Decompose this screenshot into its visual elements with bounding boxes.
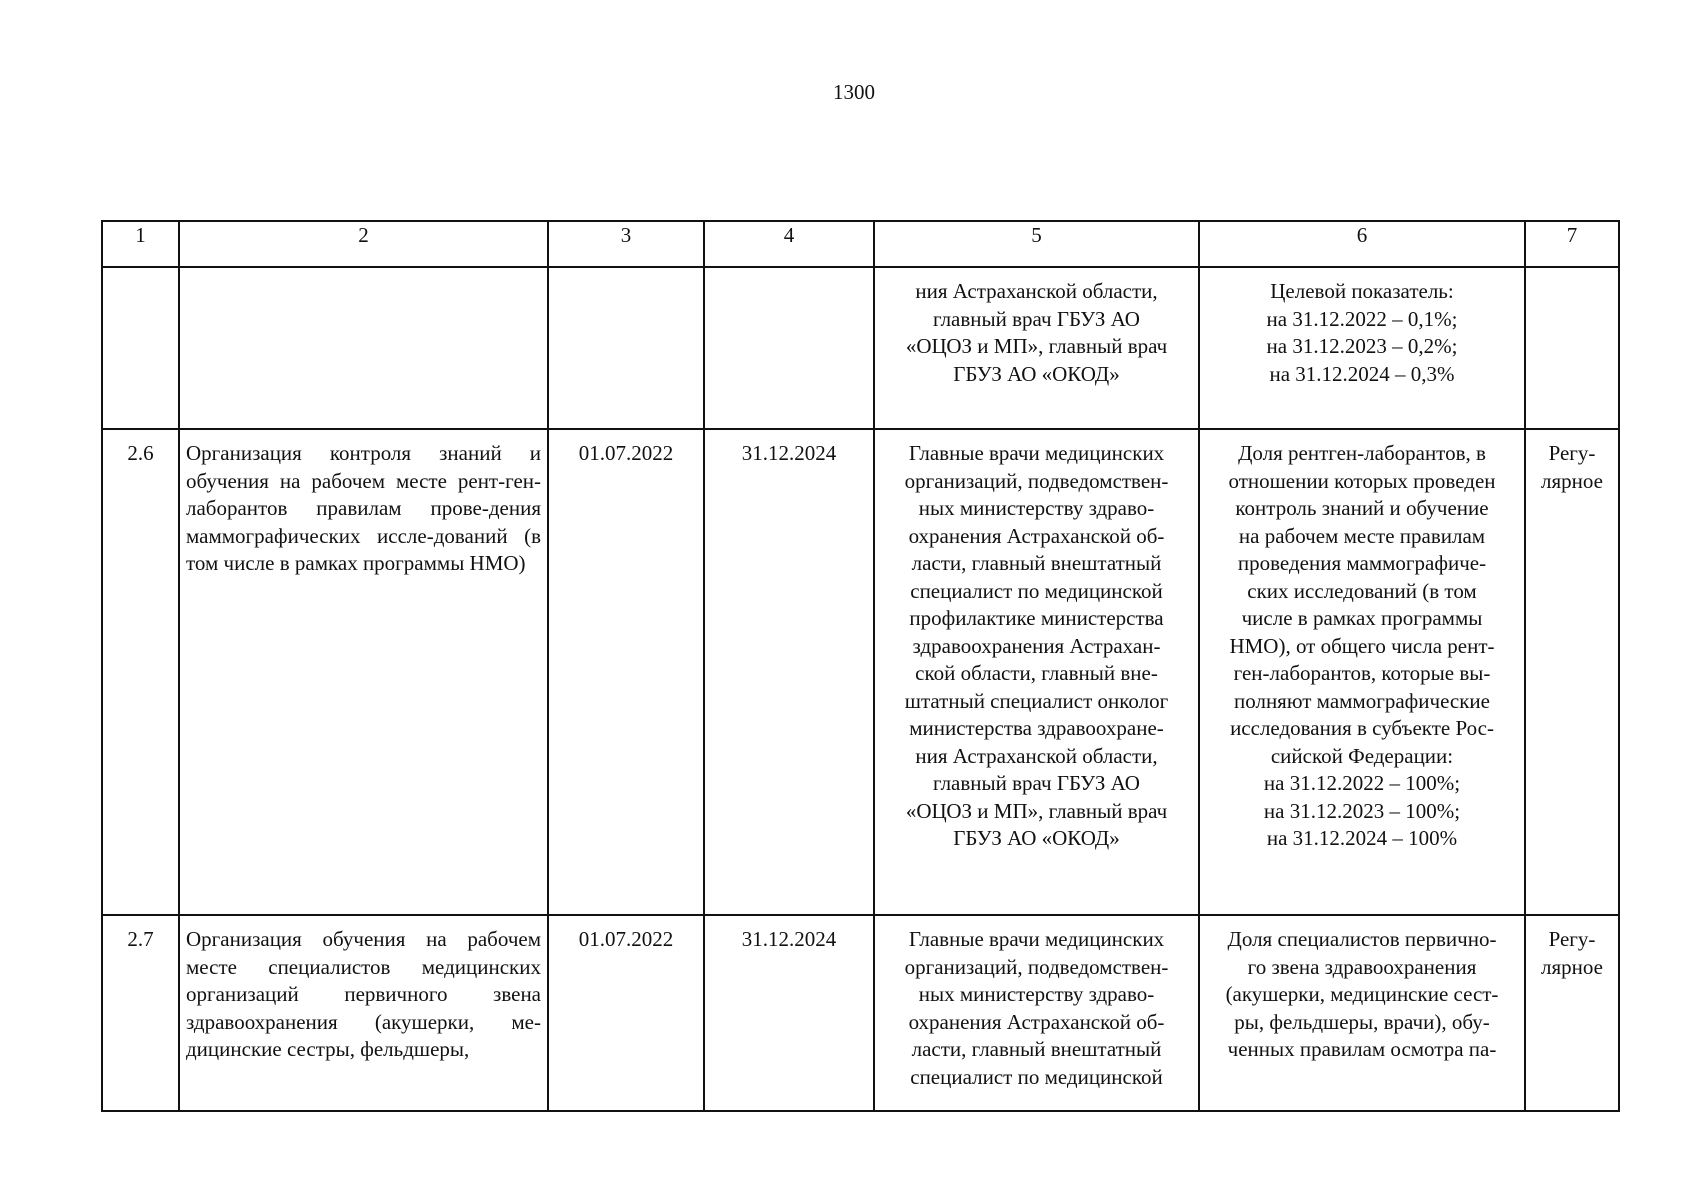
- text-line: Целевой показатель:: [1270, 279, 1454, 303]
- header-cell: 7: [1525, 221, 1619, 267]
- measures-table: [101, 220, 1620, 1112]
- text-line: (акушерки, медицинские сест-: [1225, 982, 1499, 1006]
- text-line: специалист по медицинской: [910, 1064, 1163, 1089]
- text-line: ских исследований (в том: [1247, 578, 1477, 603]
- start-date-cell: 01.07.2022: [548, 429, 704, 915]
- text-line: на 31.12.2024 – 100%: [1266, 826, 1458, 850]
- text-line: Доля специалистов первично-: [1227, 927, 1497, 951]
- table-row-continuation: [102, 267, 1619, 429]
- end-date-cell: 31.12.2024: [704, 429, 874, 915]
- text-line: на 31.12.2024 – 0,3%: [1269, 361, 1455, 386]
- text-line: Доля рентген-лаборантов, в: [1238, 441, 1486, 465]
- text-line: «ОЦОЗ и МП», главный врач: [905, 334, 1168, 358]
- measure-cell: [179, 267, 548, 429]
- text-line: ген-лаборантов, которые вы-: [1233, 661, 1491, 685]
- row-number-cell: 2.6: [102, 429, 179, 915]
- measure-cell: Организация обучения на рабочем месте специалистов медицинских организаций первичного звена здравоохранения (акушерки, ме-дицинские сестры, фельдшеры,: [179, 915, 548, 1111]
- start-date-cell: 01.07.2022: [548, 915, 704, 1111]
- text-line: главный врач ГБУЗ АО: [933, 306, 1140, 331]
- text-line: министерства здравоохране-: [909, 716, 1164, 740]
- text-line: контроль знаний и обучение: [1235, 496, 1489, 520]
- type-cell: [1525, 267, 1619, 429]
- responsible-cell: [874, 267, 1199, 429]
- page-number: 1300: [833, 80, 875, 104]
- text-line: числе в рамках программы: [1241, 606, 1483, 630]
- text-line: исследования в субъекте Рос-: [1230, 716, 1494, 740]
- text-line: организаций, подведомствен-: [904, 954, 1169, 979]
- text-line: Главные врачи медицинских: [908, 927, 1165, 951]
- header-cell: 1: [102, 221, 179, 267]
- indicator-cell: [1199, 267, 1525, 429]
- text-line: здравоохранения Астрахан-: [912, 633, 1161, 658]
- text-line: Регу-: [1548, 927, 1596, 951]
- end-date-cell: [704, 267, 874, 429]
- text-line: го звена здравоохранения: [1247, 954, 1477, 979]
- indicator-cell: [1199, 429, 1525, 915]
- text-line: главный врач ГБУЗ АО: [933, 771, 1140, 795]
- text-line: ния Астраханской области,: [915, 279, 1158, 303]
- row-number-cell: [102, 267, 179, 429]
- text-line: проведения маммографиче-: [1237, 551, 1487, 575]
- text-line: отношении которых проведен: [1228, 468, 1496, 493]
- text-line: на 31.12.2022 – 0,1%;: [1266, 306, 1458, 331]
- measure-cell: Организация контроля знаний и обучения на рабочем месте рент-ген-лаборантов правилам прове-дения маммографических иссле-дований (в том числе в рамках программы НМО): [179, 429, 548, 915]
- responsible-cell: [874, 429, 1199, 915]
- header-cell: 3: [548, 221, 704, 267]
- text-line: на 31.12.2023 – 0,2%;: [1266, 334, 1458, 358]
- header-cell: 6: [1199, 221, 1525, 267]
- header-cell: 2: [179, 221, 548, 267]
- header-row: [102, 221, 1619, 267]
- responsible-cell: [874, 915, 1199, 1111]
- text-line: ченных правилам осмотра па-: [1227, 1037, 1497, 1061]
- text-line: охранения Астраханской об-: [908, 523, 1165, 548]
- text-line: охранения Астраханской об-: [908, 1009, 1165, 1034]
- text-line: «ОЦОЗ и МП», главный врач: [905, 798, 1168, 823]
- row-number-cell: 2.7: [102, 915, 179, 1111]
- table-row-2-7: [102, 915, 1619, 1111]
- text-line: лярное: [1541, 954, 1603, 979]
- text-line: профилактике министерства: [909, 606, 1164, 630]
- text-line: полняют маммографические: [1234, 688, 1490, 713]
- text-line: ния Астраханской области,: [915, 743, 1158, 768]
- text-line: НМО), от общего числа рент-: [1229, 633, 1495, 658]
- indicator-cell: [1199, 915, 1525, 1111]
- text-line: на 31.12.2022 – 100%;: [1263, 771, 1461, 795]
- text-line: штатный специалист онколог: [904, 688, 1169, 713]
- text-line: ласти, главный внештатный: [911, 1037, 1162, 1061]
- text-line: Главные врачи медицинских: [908, 441, 1165, 465]
- text-line: специалист по медицинской: [910, 578, 1163, 603]
- text-line: на рабочем месте правилам: [1238, 523, 1486, 548]
- text-line: ской области, главный вне-: [915, 661, 1158, 685]
- text-line: на 31.12.2023 – 100%;: [1263, 798, 1461, 823]
- text-line: Регу-: [1548, 441, 1596, 465]
- text-line: ных министерству здраво-: [918, 496, 1155, 520]
- text-line: сийской Федерации:: [1270, 743, 1454, 768]
- text-line: лярное: [1541, 468, 1603, 493]
- text-line: ры, фельдшеры, врачи), обу-: [1234, 1009, 1490, 1034]
- table-row-2-6: [102, 429, 1619, 915]
- header-cell: 4: [704, 221, 874, 267]
- header-cell: 5: [874, 221, 1199, 267]
- text-line: организаций, подведомствен-: [904, 468, 1169, 493]
- end-date-cell: 31.12.2024: [704, 915, 874, 1111]
- start-date-cell: [548, 267, 704, 429]
- text-line: ных министерству здраво-: [918, 982, 1155, 1006]
- type-cell: [1525, 429, 1619, 915]
- text-line: ГБУЗ АО «ОКОД»: [953, 826, 1120, 850]
- text-line: ласти, главный внештатный: [911, 551, 1162, 575]
- type-cell: [1525, 915, 1619, 1111]
- text-line: ГБУЗ АО «ОКОД»: [953, 361, 1120, 386]
